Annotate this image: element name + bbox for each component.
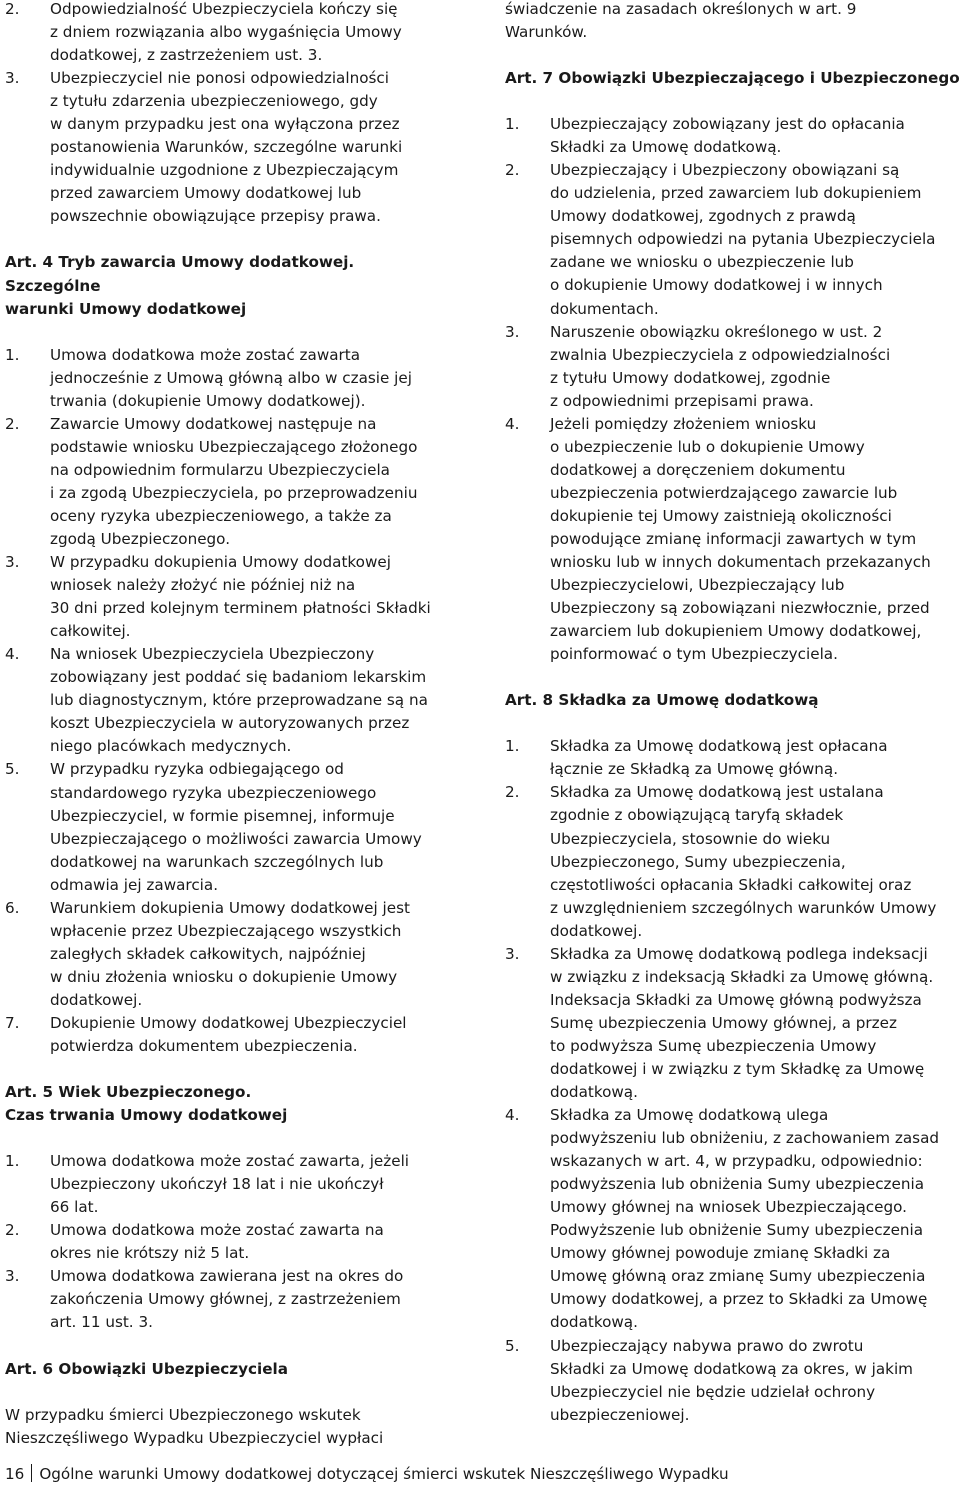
item-number: 3.	[505, 944, 520, 963]
item-text: Naruszenie obowiązku określonego w ust. 2 zwalnia Ubezpieczyciela z odpowiedzialności z tytułu Umowy dodatkowej, zgodnie z odpowiednimi przepisami prawa.	[550, 322, 891, 410]
item-number: 5.	[5, 760, 20, 779]
article-heading: Art. 5 Wiek Ubezpieczonego. Czas trwania Umowy dodatkowej	[5, 1083, 288, 1125]
item-text: Składka za Umowę dodatkową jest ustalana zgodnie z obowiązującą taryfą składek Ubezpieczyciela, stosownie do wieku Ubezpieczonego, Sumy ubezpieczenia, częstotliwości opłacania Składki całkowitej oraz z uwzględnieniem szczególnych warunków Umowy dodatkowej.	[550, 783, 937, 940]
spacer	[505, 90, 960, 113]
numbered-item	[5, 1265, 455, 1334]
item-text: Umowa dodatkowa może zostać zawarta, jeżeli Ubezpieczony ukończył 18 lat i nie ukończył 66 lat.	[50, 1152, 410, 1217]
item-text: Zawarcie Umowy dodatkowej następuje na podstawie wniosku Ubezpieczającego złożonego na odpowiednim formularzu Ubezpieczyciela i za zgodą Ubezpieczyciela, po przeprowadzeniu oceny ryzyka ubezpieczeniowego, a także za zgodą Ubezpieczonego.	[50, 414, 418, 548]
footer-divider	[31, 1464, 32, 1482]
numbered-item	[5, 1219, 455, 1265]
article-heading: Art. 7 Obowiązki Ubezpieczającego i Ubezpieczonego	[505, 69, 960, 88]
spacer	[505, 712, 960, 735]
item-text: Warunkiem dokupienia Umowy dodatkowej jest wpłacenie przez Ubezpieczającego wszystkich zaległych składek całkowitych, najpóźniej w dniu złożenia wniosku o dokupienie Umowy dodatkowej.	[50, 898, 410, 1009]
page-footer	[5, 1463, 955, 1485]
item-number: 7.	[5, 1013, 20, 1032]
footer-title: Ogólne warunki Umowy dodatkowej dotyczącej śmierci wskutek Nieszczęśliwego Wypadku	[39, 1465, 729, 1483]
spacer	[505, 44, 960, 67]
item-text: Składka za Umowę dodatkową ulega podwyższeniu lub obniżeniu, z zachowaniem zasad wskazanych w art. 4, w przypadku, odpowiednio: podwyższenia lub obniżenia Sumy ubezpieczenia Umowy głównej na wniosek Ubezpieczającego. Podwyższenie lub obniżenie Sumy ubezpieczenia Umowy głównej powoduje zmianę Składki za Umowę główną oraz zmianę Sumy ubezpieczenia Umowy dodatkowej, a przez to Składki za Umowę dodatkową.	[550, 1106, 940, 1332]
item-number: 4.	[5, 645, 20, 664]
item-text: Jeżeli pomiędzy złożeniem wniosku o ubezpieczenie lub o dokupienie Umowy dodatkowej a doręczeniem dokumentu ubezpieczenia potwierdzającego zawarcie lub dokupienie tej Umowy zaistnieją okoliczności powodujące zmianę informacji zawartych w tym wniosku lub w innych dokumentach przekazanych Ubezpieczycielowi, Ubezpieczający lub Ubezpieczony są zobowiązani niezwłocznie, przed zawarciem lub dokupieniem Umowy dodatkowej, poinformować o tym Ubezpieczyciela.	[550, 414, 931, 664]
numbered-item	[5, 1150, 455, 1219]
item-number: 3.	[5, 553, 20, 572]
spacer	[505, 666, 960, 689]
paragraph: świadczenie na zasadach określonych w art. 9 Warunków.	[505, 0, 857, 42]
item-text: Ubezpieczyciel nie ponosi odpowiedzialności z tytułu zdarzenia ubezpieczeniowego, gdy w danym przypadku jest ona wyłączona przez postanowienia Warunków, szczególne warunki indywidualnie uzgodnione z Ubezpieczającym przed zawarciem Umowy dodatkowej lub powszechnie obowiązujące przepisy prawa.	[50, 69, 403, 226]
numbered-item	[505, 1335, 960, 1427]
numbered-item	[5, 344, 455, 413]
item-text: Na wniosek Ubezpieczyciela Ubezpieczony zobowiązany jest poddać się badaniom lekarskim lub diagnostycznym, które przeprowadzane są na koszt Ubezpieczyciela w autoryzowanych przez niego placówkach medycznych.	[50, 645, 428, 756]
left-column	[5, 0, 455, 1450]
numbered-item	[5, 0, 455, 67]
item-text: Umowa dodatkowa może zostać zawarta na okres nie krótszy niż 5 lat.	[50, 1221, 384, 1263]
item-text: W przypadku dokupienia Umowy dodatkowej wniosek należy złożyć nie później niż na 30 dni przed kolejnym terminem płatności Składki całkowitej.	[50, 553, 431, 641]
item-text: W przypadku ryzyka odbiegającego od standardowego ryzyka ubezpieczeniowego Ubezpieczyciel, w formie pisemnej, informuje Ubezpieczającego o możliwości zawarcia Umowy dodatkowej na warunkach szczególnych lub odmawia jej zawarcia.	[50, 760, 422, 894]
item-number: 3.	[5, 1267, 20, 1286]
item-number: 2.	[505, 161, 520, 180]
numbered-item	[505, 943, 960, 1104]
item-text: Ubezpieczający i Ubezpieczony obowiązani są do udzielenia, przed zawarciem lub dokupieniem Umowy dodatkowej, zgodnych z prawdą pisemnych odpowiedzi na pytania Ubezpieczyciela zadane we wniosku o ubezpieczenie lub o dokupienie Umowy dodatkowej i w innych dokumentach.	[550, 161, 936, 318]
numbered-item	[5, 67, 455, 228]
item-text: Umowa dodatkowa zawierana jest na okres do zakończenia Umowy głównej, z zastrzeżeniem art. 11 ust. 3.	[50, 1267, 404, 1332]
numbered-item	[5, 1012, 455, 1058]
article-heading: Art. 8 Składka za Umowę dodatkową	[505, 691, 819, 710]
item-number: 5.	[505, 1336, 520, 1355]
article-heading: Art. 4 Tryb zawarcia Umowy dodatkowej. Szczególne warunki Umowy dodatkowej	[5, 253, 355, 318]
article-heading: Art. 6 Obowiązki Ubezpieczyciela	[5, 1359, 288, 1378]
item-text: Umowa dodatkowa może zostać zawarta jednocześnie z Umową główną albo w czasie jej trwania (dokupienie Umowy dodatkowej).	[50, 345, 412, 410]
item-text: Odpowiedzialność Ubezpieczyciela kończy się z dniem rozwiązania albo wygaśnięcia Umowy dodatkowej, z zastrzeżeniem ust. 3.	[50, 0, 402, 65]
item-number: 1.	[5, 1152, 20, 1171]
right-column	[505, 0, 960, 1427]
item-text: Ubezpieczający nabywa prawo do zwrotu Składki za Umowę dodatkową za okres, w jakim Ubezpieczyciel nie będzie udzielał ochrony ubezpieczeniowej.	[550, 1336, 913, 1424]
numbered-item	[505, 159, 960, 320]
item-text: Składka za Umowę dodatkową jest opłacana łącznie ze Składką za Umowę główną.	[550, 737, 888, 779]
item-number: 1.	[505, 737, 520, 756]
spacer	[5, 1381, 455, 1404]
spacer	[5, 1058, 455, 1081]
paragraph: W przypadku śmierci Ubezpieczonego wskutek Nieszczęśliwego Wypadku Ubezpieczyciel wypłaci	[5, 1405, 384, 1447]
item-text: Dokupienie Umowy dodatkowej Ubezpieczyciel potwierdza dokumentem ubezpieczenia.	[50, 1013, 407, 1056]
numbered-item	[505, 413, 960, 667]
spacer	[5, 1127, 455, 1150]
spacer	[5, 228, 455, 251]
numbered-item	[5, 551, 455, 643]
item-number: 1.	[505, 115, 520, 134]
item-number: 1.	[5, 345, 20, 364]
item-text: Ubezpieczający zobowiązany jest do opłacania Składki za Umowę dodatkową.	[550, 115, 905, 157]
numbered-item	[505, 321, 960, 413]
page-number: 16	[5, 1465, 25, 1483]
item-number: 4.	[505, 414, 520, 433]
item-number: 3.	[5, 69, 20, 88]
numbered-item	[505, 735, 960, 781]
numbered-item	[5, 643, 455, 758]
item-number: 2.	[5, 414, 20, 433]
item-number: 2.	[505, 783, 520, 802]
spacer	[5, 321, 455, 344]
item-text: Składka za Umowę dodatkową podlega indeksacji w związku z indeksacją Składki za Umowę główną. Indeksacja Składki za Umowę główną podwyższa Sumę ubezpieczenia Umowy głównej, a przez to podwyższa Sumę ubezpieczenia Umowy dodatkowej i w związku z tym Składkę za Umowę dodatkową.	[550, 944, 934, 1102]
item-number: 6.	[5, 898, 20, 917]
numbered-item	[5, 413, 455, 551]
item-number: 2.	[5, 1221, 20, 1240]
item-number: 2.	[5, 0, 20, 18]
numbered-item	[505, 781, 960, 942]
numbered-item	[505, 1104, 960, 1334]
item-number: 4.	[505, 1106, 520, 1125]
numbered-item	[5, 758, 455, 896]
numbered-item	[5, 897, 455, 1012]
spacer	[5, 1335, 455, 1358]
item-number: 3.	[505, 322, 520, 341]
numbered-item	[505, 113, 960, 159]
